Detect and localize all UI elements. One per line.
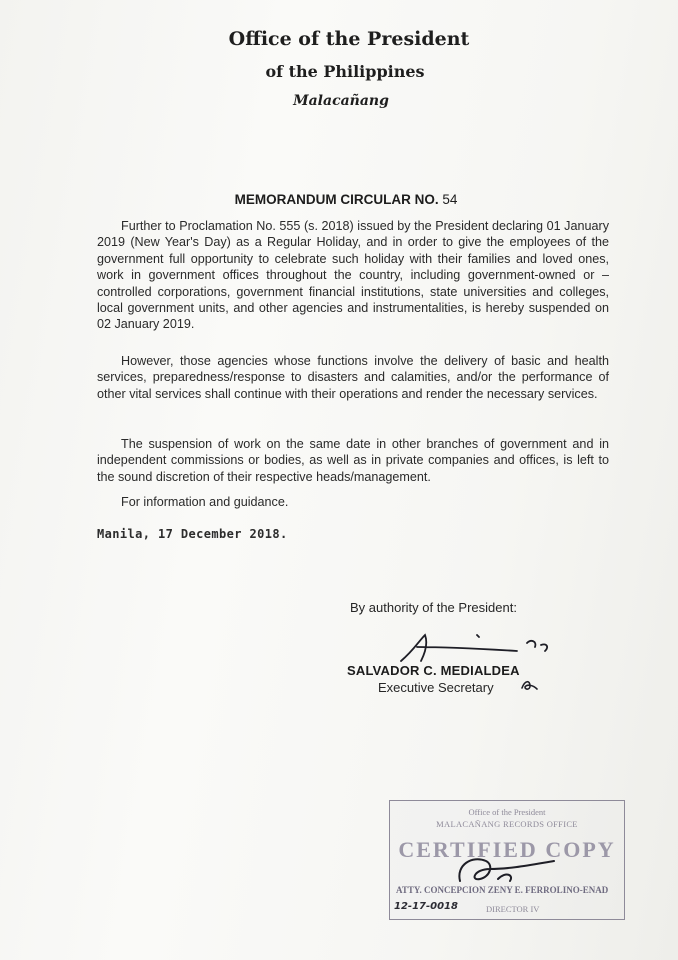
memo-number: 54: [442, 192, 458, 207]
signer-name: SALVADOR C. MEDIALDEA: [347, 663, 520, 678]
initial-mark: [519, 676, 541, 692]
stamp-position: DIRECTOR IV: [486, 904, 540, 914]
stamp-records-office: MALACAÑANG RECORDS OFFICE: [436, 819, 578, 829]
paragraph-2: However, those agencies whose functions involve the delivery of basic and health services, preparedness/response to disasters and calamities, and/or the performance of other vital services shall continue with their operations and render the necessary services.: [97, 354, 609, 401]
stamp-handwritten-date: 12-17-0018: [394, 901, 458, 912]
paragraph-4: For information and guidance.: [121, 495, 289, 509]
paragraph-1: Further to Proclamation No. 555 (s. 2018) issued by the President declaring 01 January 2019 (New Year's Day) as a Regular Holiday, and in order to give the employees of the government full opportunity to celebrate such holiday with their families and loved ones, work in government offices throughout the country, including government-owned or –controlled corporations, government financial institutions, state universities and colleges, local government units, and other agencies and instrumentalities, is hereby suspended on 02 January 2019.: [97, 219, 609, 332]
stamp-office: Office of the President: [468, 807, 546, 817]
header-office: Office of the President: [228, 28, 470, 50]
dateline: Manila, 17 December 2018.: [97, 527, 288, 541]
stamp-certified-text: CERTIFIED COPY: [398, 837, 616, 862]
certified-copy-stamp: [389, 800, 625, 920]
stamp-officer-name: ATTY. CONCEPCION ZENY E. FERROLINO-ENAD: [396, 885, 609, 895]
memo-title-text: MEMORANDUM CIRCULAR NO.: [234, 192, 439, 207]
authority-line: By authority of the President:: [350, 600, 517, 615]
paragraph-3: The suspension of work on the same date in other branches of government and in independent commissions or bodies, as well as in private companies and offices, is left to the sound discretion of their respective heads/management.: [97, 437, 609, 484]
signer-title: Executive Secretary: [378, 680, 494, 695]
header-palace: Malacañang: [293, 93, 389, 109]
memo-title: [0, 192, 678, 207]
header-country: of the Philippines: [265, 62, 425, 81]
